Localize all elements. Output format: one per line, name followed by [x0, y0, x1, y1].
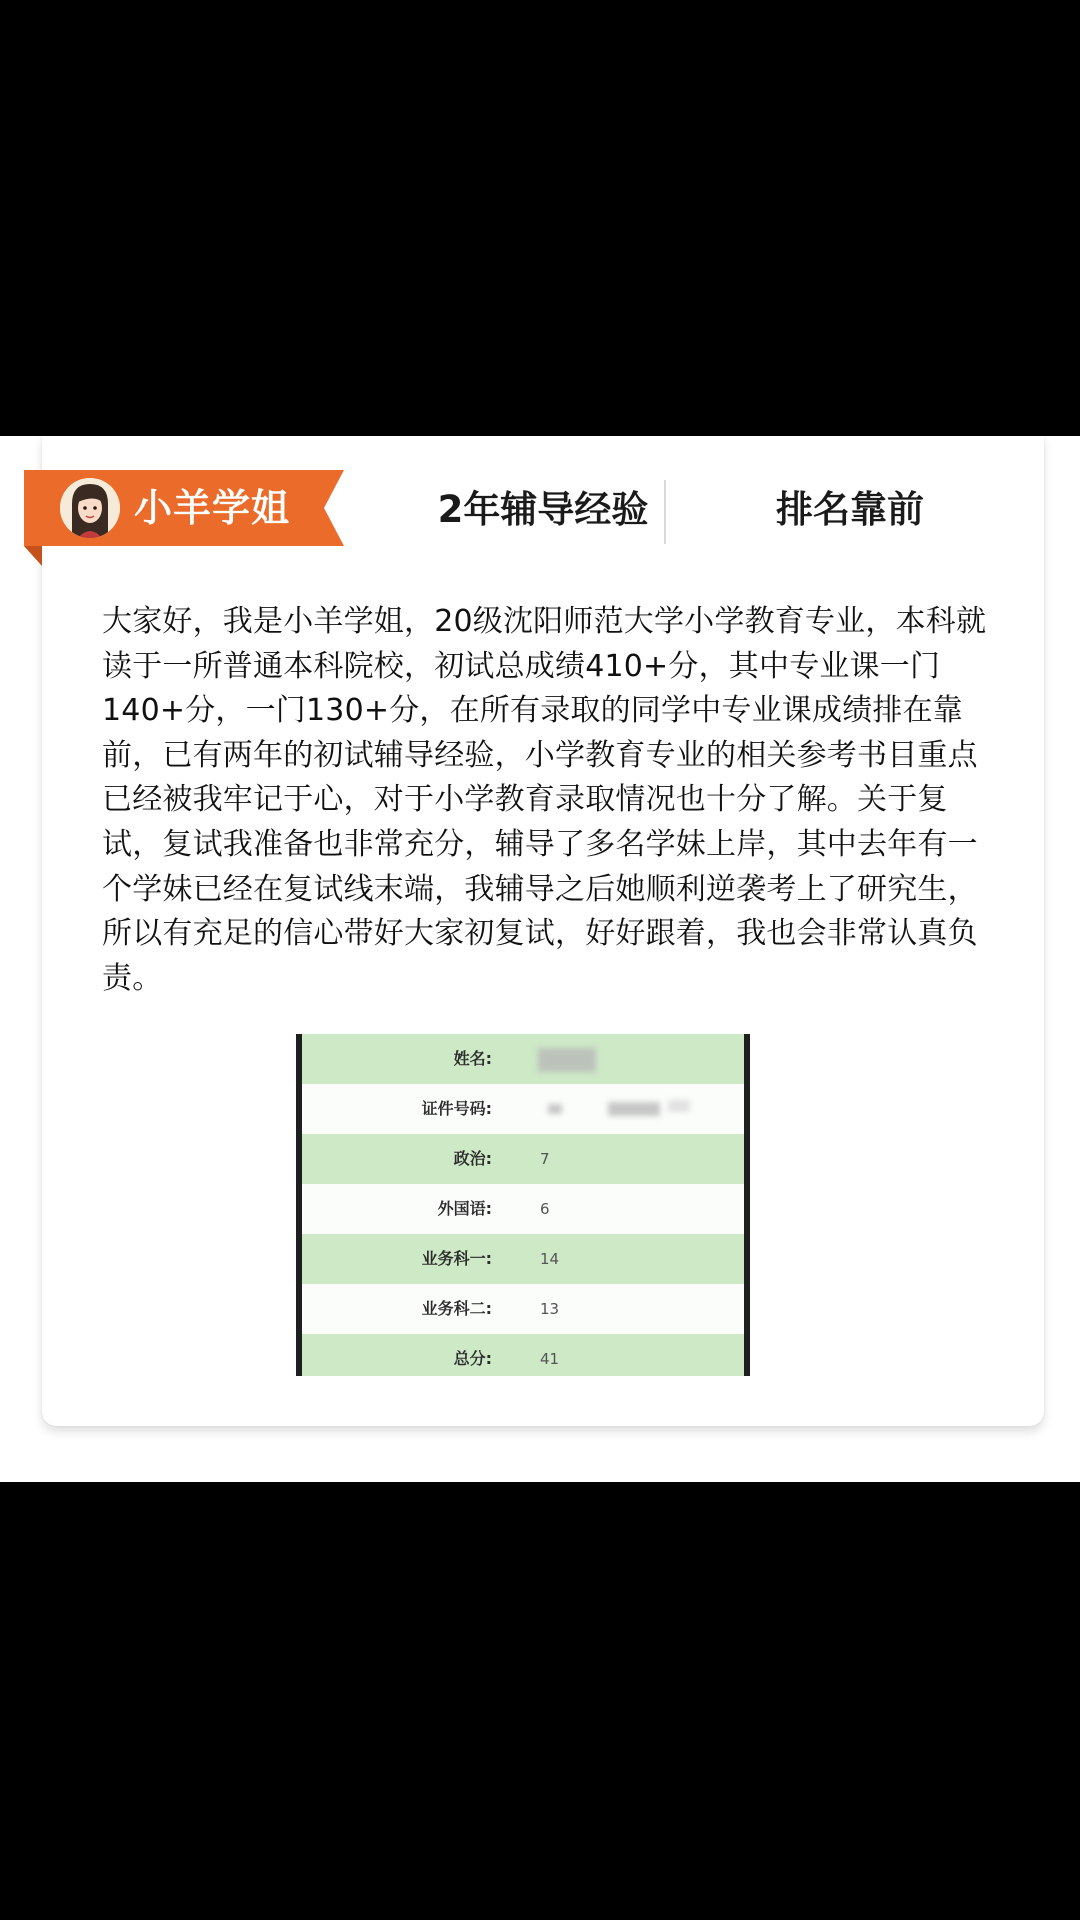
score-row-subject-2: [302, 1284, 744, 1334]
score-report-image: [296, 1034, 750, 1376]
avatar: [60, 478, 120, 538]
mentor-name: 小羊学姐: [134, 486, 291, 530]
intro-paragraph: 大家好，我是小羊学姐，20级沈阳师范大学小学教育专业，本科就读于一所普通本科院校，初试总成绩410+分，其中专业课一门140+分，一门130+分，在所有录取的同学中专业课成绩排在靠前，已有两年的初试辅导经验，小学教育专业的相关参考书目重点已经被我牢记于心，对于小学教育录取情况也十分了解。关于复试，复试我准备也非常充分，辅导了多名学妹上岸，其中去年有一个学妹已经在复试线末端，我辅导之后她顺利逆袭考上了研究生，所以有充足的信心带好大家初复试，好好跟着，我也会非常认真负责。: [102, 604, 987, 996]
score-label: 外国语:: [437, 1199, 492, 1218]
score-label: 业务科二:: [421, 1299, 492, 1318]
score-value: 14: [540, 1250, 560, 1268]
name-ribbon: [24, 470, 344, 546]
experience-stat: 2年辅导经验: [437, 488, 649, 531]
ranking-stat: 排名靠前: [776, 488, 924, 531]
avatar-portrait: [60, 478, 120, 538]
score-row-foreign-language: [302, 1184, 744, 1234]
score-label: 姓名:: [453, 1049, 492, 1068]
score-label: 业务科一:: [421, 1249, 492, 1268]
score-label: 政治:: [453, 1149, 492, 1168]
redacted-id-1: [548, 1104, 562, 1114]
score-label: 证件号码:: [421, 1099, 492, 1118]
score-row-politics: [302, 1134, 744, 1184]
stat-divider: [664, 480, 666, 544]
redacted-id-3: [668, 1100, 690, 1112]
score-row-name: [302, 1034, 744, 1084]
score-value: 7: [540, 1150, 550, 1168]
score-label: 总分:: [453, 1349, 492, 1368]
redacted-id-2: [608, 1102, 660, 1116]
score-row-total: [302, 1334, 744, 1376]
score-value: 41: [540, 1350, 560, 1368]
score-value: 6: [540, 1200, 550, 1218]
score-value: 13: [540, 1300, 560, 1318]
score-row-subject-1: [302, 1234, 744, 1284]
score-row-id: [302, 1084, 744, 1134]
redacted-name: [538, 1048, 596, 1072]
